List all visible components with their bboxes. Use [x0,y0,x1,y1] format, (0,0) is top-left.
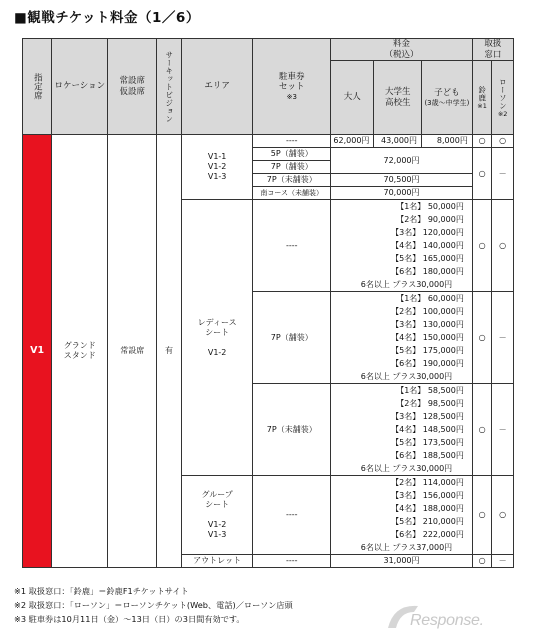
sales-lawson: － [492,555,514,568]
header-area: エリア [181,39,252,135]
tier-row: 【6名】 222,000円 [391,530,464,540]
area-v1: V1-1 V1-2 V1-3 [181,135,252,200]
header-suzuka: 鈴鹿 ※1 [472,61,491,135]
parking-5p: 5P（舗装） [253,148,331,161]
tier-extra: 6名以上 プラス30,000円 [360,464,453,474]
price-adult: 62,000円 [331,135,374,148]
footnotes [14,584,293,626]
price-tiers-ladies-3 [331,384,473,476]
ticket-price-table [22,38,514,568]
footnote-3: ※3 駐車券は10月11日（金）～13日（日）の3日間有効です。 [14,614,245,624]
sales-lawson: － [492,292,514,384]
tier-extra: 6名以上 プラス30,000円 [360,372,453,382]
tier-row: 【1名】 60,000円 [396,294,464,304]
sales-lawson: ○ [492,476,514,555]
area-group: グループ シート V1-2 V1-3 [181,476,252,555]
price-tiers-group [331,476,473,555]
tier-row: 【2名】 100,000円 [391,307,464,317]
price-tiers-ladies-1 [331,200,473,292]
vision-cell: 有 [157,135,182,568]
price-university: 43,000円 [374,135,422,148]
sales-suzuka: ○ [472,555,491,568]
tier-row: 【6名】 190,000円 [391,359,464,369]
footnote-1: ※1 取扱窓口：「鈴鹿」＝鈴鹿F1チケットサイト [14,586,189,596]
sales-lawson: － [492,148,514,200]
header-price: 料金 （税込） [331,39,473,61]
tier-row: 【3名】 156,000円 [391,491,464,501]
tier-row: 【5名】 165,000円 [391,254,464,264]
parking-south: 南コース（未舗装） [253,187,331,200]
header-sales: 取扱 窓口 [472,39,513,61]
tier-row: 【4名】 140,000円 [391,241,464,251]
header-permanent: 常設席 仮設席 [108,39,157,135]
tier-row: 【1名】 58,500円 [396,386,464,396]
sales-lawson: － [492,384,514,476]
tier-row: 【2名】 114,000円 [391,478,464,488]
parking-7p-unpaved: 7P（未舗装） [253,174,331,187]
price-child: 8,000円 [422,135,473,148]
area-ladies: レディース シート V1-2 [181,200,252,476]
price-5p-7p: 72,000円 [331,148,473,174]
sales-lawson: ○ [492,135,514,148]
sales-suzuka: ○ [472,476,491,555]
tier-row: 【3名】 130,000円 [391,320,464,330]
header-university: 大学生 高校生 [374,61,422,135]
tier-row: 【3名】 128,500円 [391,412,464,422]
tier-row: 【6名】 180,000円 [391,267,464,277]
parking-ladies-2: 7P（舗装） [253,292,331,384]
tier-row: 【2名】 90,000円 [396,215,464,225]
sales-suzuka: ○ [472,135,491,148]
header-lawson: ローソン ※2 [492,61,514,135]
tier-row: 【1名】 50,000円 [396,202,464,212]
tier-row: 【4名】 148,500円 [391,425,464,435]
price-7p-unpaved: 70,500円 [331,174,473,187]
parking-ladies-3: 7P（未舗装） [253,384,331,476]
seat-v1-cell: V1 [23,135,52,568]
area-outlet: アウトレット [181,555,252,568]
price-tiers-ladies-2 [331,292,473,384]
sales-suzuka: ○ [472,200,491,292]
sales-lawson: ○ [492,200,514,292]
sales-suzuka: ○ [472,384,491,476]
price-outlet: 31,000円 [331,555,473,568]
parking-none: ---- [253,135,331,148]
header-designated: 指定席 [23,39,52,135]
watermark-text: Response. [410,612,484,629]
parking-7p: 7P（舗装） [253,161,331,174]
permanent-cell: 常設席 [108,135,157,568]
parking-ladies-1: ---- [253,200,331,292]
header-circuit-vision: サーキットビジョン [157,39,182,135]
sales-suzuka: ○ [472,148,491,200]
tier-row: 【5名】 175,000円 [391,346,464,356]
header-child: 子ども (3歳～中学生) [422,61,473,135]
tier-row: 【5名】 210,000円 [391,517,464,527]
tier-row: 【2名】 98,500円 [396,399,464,409]
tier-extra: 6名以上 プラス30,000円 [360,280,453,290]
parking-group: ---- [253,476,331,555]
sales-suzuka: ○ [472,292,491,384]
tier-row: 【4名】 188,000円 [391,504,464,514]
footnote-2: ※2 取扱窓口：「ローソン」＝ローソンチケット(Web、電話)／ローソン店頭 [14,600,293,610]
header-adult: 大人 [331,61,374,135]
page-title: ■観戦チケット料金（1／6） [14,10,200,26]
location-cell: グランド スタンド [52,135,108,568]
tier-row: 【3名】 120,000円 [391,228,464,238]
tier-row: 【5名】 173,500円 [391,438,464,448]
header-location: ロケーション [52,39,108,135]
header-parking: 駐車券 セット ※3 [253,39,331,135]
tier-row: 【4名】 150,000円 [391,333,464,343]
parking-outlet: ---- [253,555,331,568]
tier-row: 【6名】 188,500円 [391,451,464,461]
price-south: 70,000円 [331,187,473,200]
tier-extra: 6名以上 プラス37,000円 [360,543,453,553]
